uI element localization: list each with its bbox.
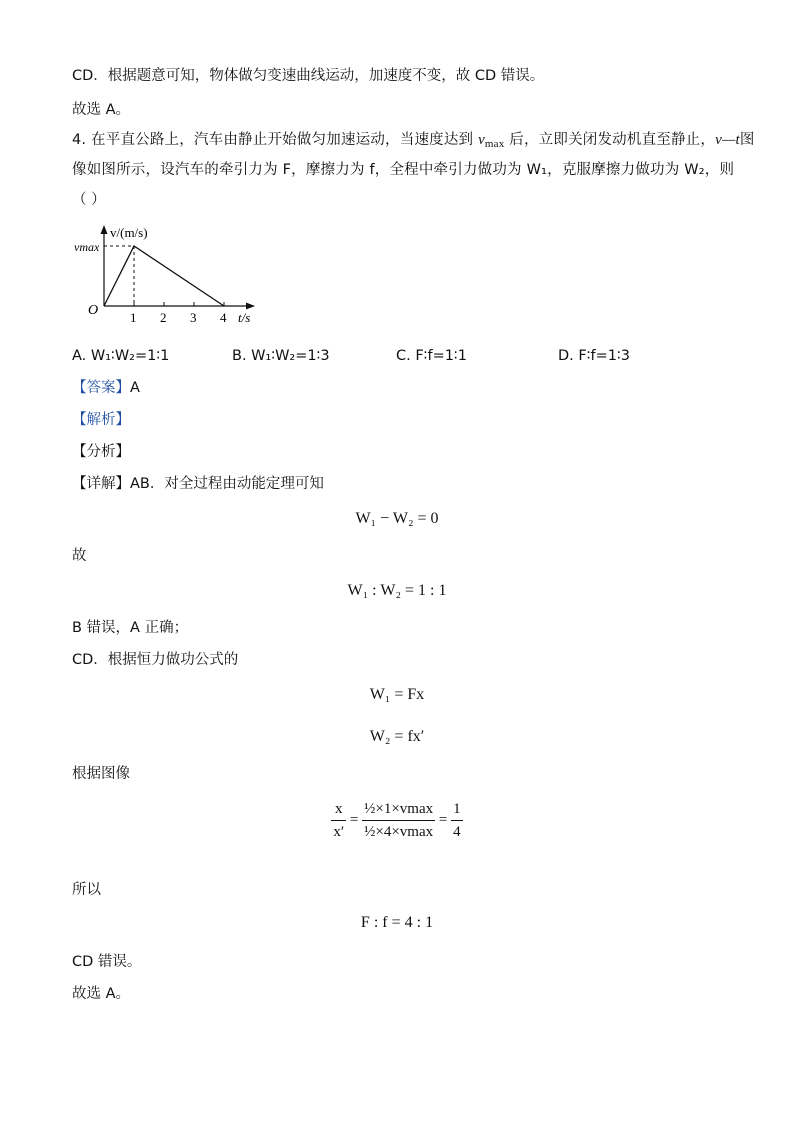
origin-label: O [88,303,99,318]
x-tick-label: 2 [160,310,167,325]
by-graph-line: 根据图像 [72,766,130,782]
option-d: D. F∶f=1∶3 [558,348,630,364]
question-bracket: （ ） [72,192,106,208]
eq5-rhs-num: 1 [451,798,463,821]
option-c: C. F∶f=1∶1 [396,348,467,364]
eq5-mid-den: ½×4×vmax [364,824,434,840]
eq5-lhs-num: x [331,798,346,821]
vt-axes [104,230,248,306]
cd-wrong-line: CD 错误。 [72,954,142,970]
answer-value: A [130,380,140,396]
question-line-2: 像如图所示，设汽车的牵引力为 F，摩擦力为 f，全程中牵引力做功为 W₁，克服摩擦力做功为 W₂，则 [72,162,735,178]
detail-tag: 【详解】 [72,476,130,492]
cd-formula-line: CD．根据恒力做功公式的 [72,652,239,668]
option-b: B. W₁∶W₂=1∶3 [232,348,330,364]
vmax-tick-label: vmax [74,240,100,254]
x-tick-label: 3 [190,310,197,325]
x-axis-arrow [246,303,255,310]
x-tick-label: 4 [220,310,227,325]
detail-text: AB．对全过程由动能定理可知 [130,476,324,492]
question-line-1: 4. 在平直公路上，汽车由静止开始做匀加速运动，当速度达到 $v_{max}$ 后，立即关闭发动机直至静止，v—t图 [72,132,755,150]
answer-line [72,378,140,398]
eq5-rhs-den: 4 [453,824,461,840]
eq5-lhs-den: x′ [333,824,345,840]
detail-line [72,474,324,494]
question-part3: 图 [739,132,755,148]
fenxi-line: 【分析】 [72,444,130,460]
vt-series-line [104,246,224,306]
b-wrong-line: B 错误，A 正确； [72,620,189,636]
y-axis-label: v/(m/s) [110,225,148,240]
analysis-line: 【解析】 [72,412,130,428]
x-tick-label: 1 [130,310,137,325]
equation-3: W₁ = Fx [369,686,425,703]
final-answer-line: 故选 A。 [72,986,131,1002]
vt-label: v—t [715,132,740,148]
option-a: A. W₁∶W₂=1∶1 [72,348,170,364]
equation-1: W₁ − W₂ = 0 [355,510,439,527]
question-part1: 4. 在平直公路上，汽车由静止开始做匀加速运动，当速度达到 [72,132,474,148]
equation-5: $\frac{x}{x'}$ = $\frac{\text{½×1×vmax}}{\text{½×4×vmax}}$ = $\frac{1}{4}$ [0,798,794,843]
y-axis-arrow [101,225,108,234]
suoyi-line: 所以 [72,882,101,898]
x-axis-label: t/s [238,310,251,325]
prev-answer-line: 故选 A。 [72,102,131,118]
question-part2: 后，立即关闭发动机直至静止， [509,132,716,148]
prev-cd-line: CD．根据题意可知，物体做匀变速曲线运动，加速度不变，故 CD 错误。 [72,68,545,84]
equation-2: W₁ : W₂ = 1 : 1 [347,582,447,599]
equation-4: W₂ = fx′ [369,728,425,745]
answer-tag: 【答案】 [72,380,130,396]
eq5-mid-num: ½×1×vmax [362,798,435,821]
vmax-subscript: max [484,138,505,150]
gu-line: 故 [72,548,87,564]
equation-6: F : f = 4 : 1 [360,914,434,931]
vt-graph [72,222,272,332]
